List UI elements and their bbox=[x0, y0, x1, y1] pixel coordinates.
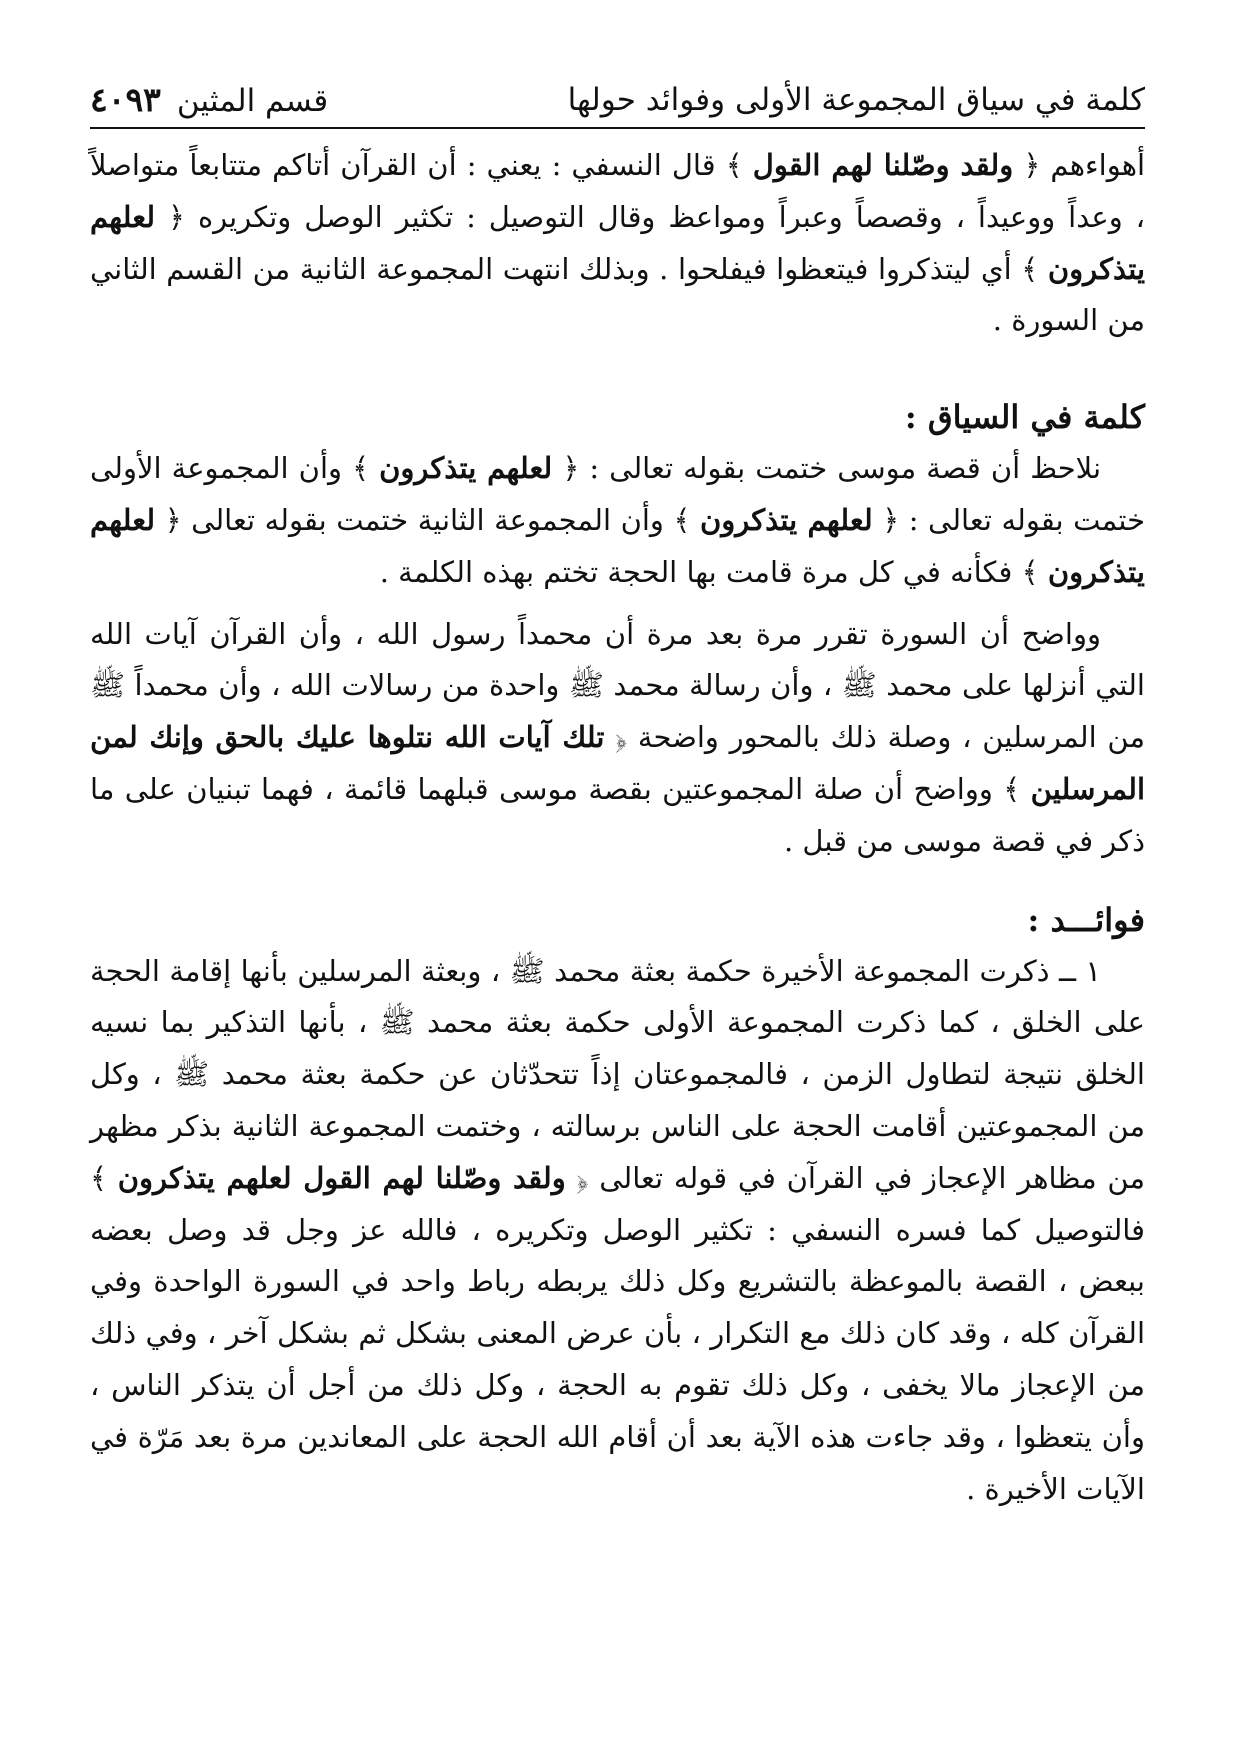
paragraph-2 bbox=[90, 443, 1145, 598]
quran-close-bracket: ﴾ bbox=[1021, 554, 1039, 589]
text: أهواءهم bbox=[1050, 148, 1146, 182]
text: وواضح أن السورة تقرر مرة بعد مرة أن محمداً رسول الله ، وأن القرآن آيات الله التي أنزلها على محمد ﷺ ، وأن رسالة محمد ﷺ واحدة من رسالات الله ، وأن محمداً ﷺ من المرسلين ، وصلة ذلك بالمحور واضحة bbox=[90, 616, 1145, 755]
page-number: ٤٠٩٣ bbox=[90, 80, 161, 119]
text: وأن المجموعة الأولى ختمت بقوله تعالى : bbox=[90, 451, 1146, 537]
text: فكأنه في كل مرة قامت بها الحجة تختم بهذه الكلمة . bbox=[379, 554, 1013, 589]
quran-close-bracket: ﴾ bbox=[352, 451, 370, 486]
quran-close-bracket: ﴾ bbox=[725, 148, 743, 182]
quran-close-bracket: ﴾ bbox=[90, 1160, 107, 1195]
header-divider bbox=[90, 127, 1145, 129]
text: فالتوصيل كما فسره النسفي : تكثير الوصل وتكريره ، فالله عز وجل قد وصل بعضه ببعض ، القصة بالموعظة بالتشريع وكل ذلك يربطه رباط واحد في السورة الواحدة وفي القرآن كله ، وقد كان ذلك مع التكرار ، بأن عرض المعنى بشكل ثم بشكل آخر ، وفي ذلك من الإعجاز مالا يخفى ، وكل ذلك تقوم به الحجة ، وكل ذلك من أجل أن يتذكر الناس ، وأن يتعظوا ، وقد جاءت هذه الآية بعد أن أقام الله الحجة على المعاندين مرة بعد مَرّة في الآيات الأخيرة . bbox=[90, 1212, 1145, 1506]
quran-quote: ولقد وصّلنا لهم القول bbox=[752, 148, 1014, 182]
section-heading-benefits: فوائـــد : bbox=[1027, 900, 1145, 939]
paragraph-3 bbox=[90, 609, 1145, 868]
section-label: قسم المثين bbox=[176, 83, 329, 119]
quran-close-bracket: ﴾ bbox=[1003, 771, 1021, 806]
text: نلاحظ أن قصة موسى ختمت بقوله تعالى : bbox=[589, 451, 1102, 486]
quran-close-bracket: ﴾ bbox=[673, 502, 691, 537]
quran-quote: ولقد وصّلنا لهم القول لعلهم يتذكرون bbox=[117, 1160, 566, 1195]
paragraph-4 bbox=[90, 946, 1145, 1516]
quran-open-bracket: ﴿ bbox=[164, 502, 182, 537]
quran-open-bracket: ﴿ bbox=[882, 502, 900, 537]
text: قال النسفي : يعني : أن القرآن أتاكم متتابعاً متواصلاً ، وعداً ووعيداً ، وقصصاً وعبراً ومواعظ وقال التوصيل : تكثير الوصل وتكريره bbox=[90, 148, 1146, 234]
quran-close-bracket: ﴾ bbox=[1021, 251, 1039, 286]
quran-quote: لعلهم يتذكرون bbox=[700, 502, 873, 537]
quran-open-bracket: ﴿ bbox=[1023, 148, 1041, 182]
quran-quote: لعلهم يتذكرون bbox=[90, 502, 1145, 589]
quran-quote: تلك آيات الله نتلوها عليك بالحق وإنك لمن المرسلين bbox=[90, 720, 1146, 806]
paragraph-1 bbox=[90, 140, 1145, 347]
running-header bbox=[90, 70, 1145, 130]
text: وأن المجموعة الثانية ختمت بقوله تعالى bbox=[191, 502, 664, 537]
quran-quote: لعلهم يتذكرون bbox=[90, 199, 1146, 286]
page-body bbox=[90, 140, 1145, 1515]
text: ١ ــ ذكرت المجموعة الأخيرة حكمة بعثة محمد ﷺ ، وبعثة المرسلين بأنها إقامة الحجة على الخلق ، كما ذكرت المجموعة الأولى حكمة بعثة محمد ﷺ ، بأنها التذكير بما نسيه الخلق نتيجة لتطاول الزمن ، فالمجموعتان إذاً تتحدّثان عن حكمة بعثة محمد ﷺ ، وكل من المجموعتين أقامت الحجة على الناس برسالته ، وختمت المجموعة الثانية بذكر مظهر من مظاهر الإعجاز في القرآن في قوله تعالى bbox=[90, 953, 1146, 1195]
text: وواضح أن صلة المجموعتين بقصة موسى قبلهما قائمة ، فهما تبنيان على ما ذكر في قصة موسى من قبل . bbox=[90, 771, 1145, 858]
quran-open-bracket: ﴿ bbox=[562, 451, 580, 486]
quran-open-bracket: ﴿ bbox=[576, 1160, 589, 1195]
section-heading-context: كلمة في السياق : bbox=[904, 398, 1145, 437]
text: أي ليتذكروا فيتعظوا فيفلحوا . وبذلك انتهت المجموعة الثانية من القسم الثاني من السورة . bbox=[90, 251, 1145, 338]
header-title: كلمة في سياق المجموعة الأولى وفوائد حولها bbox=[567, 82, 1145, 118]
quran-quote: لعلهم يتذكرون bbox=[379, 451, 553, 486]
quran-open-bracket: ﴿ bbox=[168, 199, 186, 234]
quran-open-bracket: ﴿ bbox=[615, 720, 628, 755]
header-meta bbox=[90, 78, 328, 123]
